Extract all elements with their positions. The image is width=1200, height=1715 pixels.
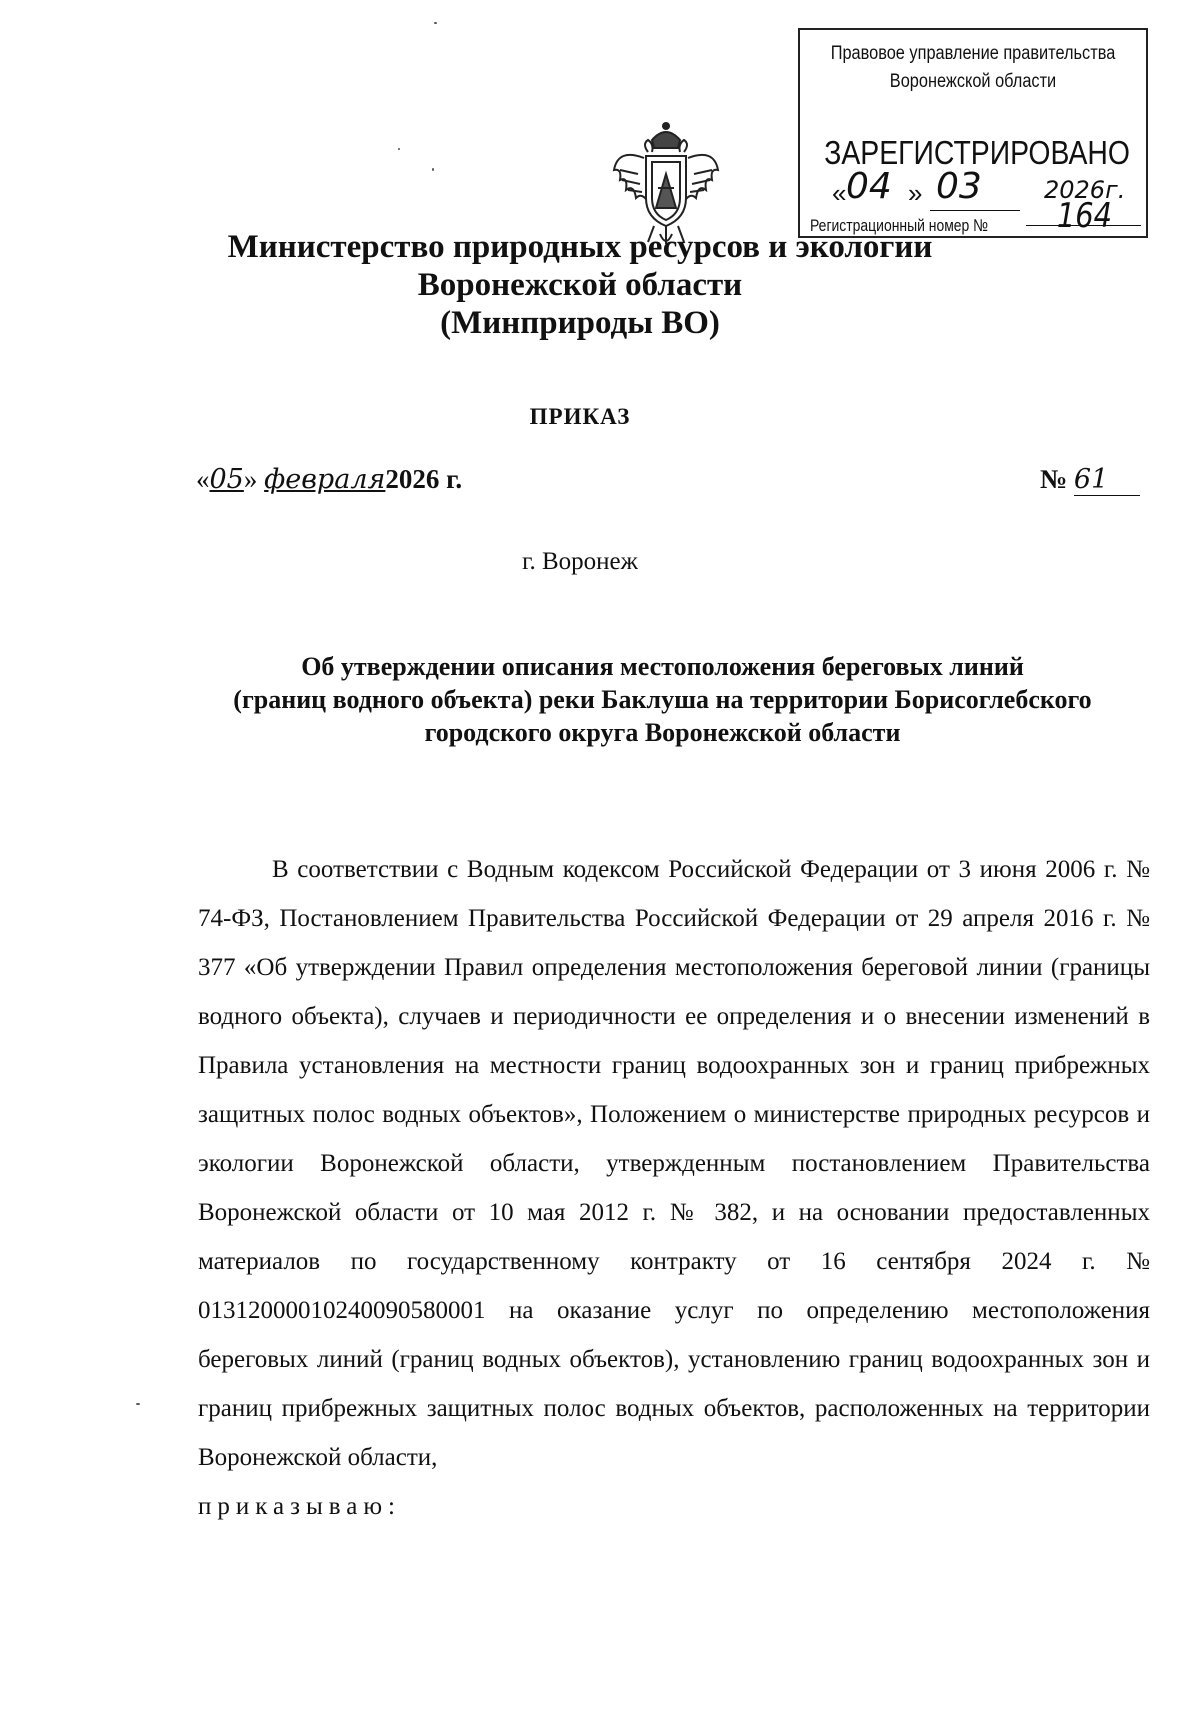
stamp-org-line2: Воронежской области: [889, 71, 1057, 92]
scan-speck: [398, 148, 400, 150]
stamp-reg-number-label: Регистрационный номер №: [810, 216, 989, 235]
stamp-date-day: 04: [846, 166, 892, 207]
order-number-value: 61: [1074, 464, 1140, 496]
order-city: г. Воронеж: [522, 548, 638, 575]
ministry-line1: Министерство природных ресурсов и экологии: [227, 229, 933, 265]
order-number-sign: №: [1040, 464, 1068, 494]
scan-speck: [434, 22, 437, 24]
stamp-org-line1: Правовое управление правительства: [830, 43, 1116, 64]
order-date-year: 2026 г.: [385, 464, 463, 494]
document-title: [175, 650, 1150, 749]
stamp-organization: [824, 40, 1122, 96]
body-paragraph-text: В соответствии с Водным кодексом Российской Федерации от 3 июня 2006 г. № 74-ФЗ, Постановлением Правительства Российской Федерации от 29 апреля 2016 г. № 377 «Об утверждении Правил определения местоположения береговой линии (границы водного объекта), случаев и периодичности ее определения и о внесении изменений в Правила установления на местности границ водоохранных зон и границ прибрежных защитных полос водных объектов», Положением о министерстве природных ресурсов и экологии Воронежской области, утвержденным постановлением Правительства Воронежской области от 10 мая 2012 г. № 382, и на основании предоставленных материалов по государственному контракту от 16 сентября 2024 г. № 0131200001024009058000​1 на оказание услуг по определению местоположения береговых линий (границ водных объектов), установлению границ водоохранных зон и границ прибрежных защитных полос водных объектов, расположенных на территории Воронежской области,: [198, 856, 1150, 1471]
body-paragraph: [198, 845, 1150, 1531]
ministry-name: [0, 228, 1160, 342]
document-type: ПРИКАЗ: [529, 404, 631, 429]
title-line3: городского округа Воронежской области: [424, 718, 901, 747]
stamp-date-year: 2026г.: [1044, 176, 1126, 204]
stamp-date-month: 03: [936, 166, 982, 207]
order-date-day: 05: [209, 464, 244, 495]
stamp-date: « 04 » 03 2026г.: [832, 170, 1132, 214]
stamp-registered-label: ЗАРЕГИСТРИРОВАНО: [824, 134, 1131, 171]
registration-stamp: [798, 28, 1148, 238]
order-date-month: февраля: [264, 464, 386, 495]
ministry-line2: Воронежской области: [417, 267, 743, 303]
order-date: «05» февраля2026 г.: [196, 464, 463, 495]
ministry-line3: (Минприроды ВО): [440, 305, 720, 341]
title-line2: (границ водного объекта) реки Баклуша на территории Борисоглебского: [233, 685, 1092, 714]
scan-speck: [136, 1403, 140, 1405]
scan-speck: [432, 168, 434, 171]
title-line1: Об утверждении описания местоположения береговых линий: [301, 652, 1024, 681]
order-number: [1040, 464, 1140, 496]
stamp-reg-number: 164: [1056, 196, 1113, 236]
body-closing: приказываю:: [198, 1493, 401, 1520]
